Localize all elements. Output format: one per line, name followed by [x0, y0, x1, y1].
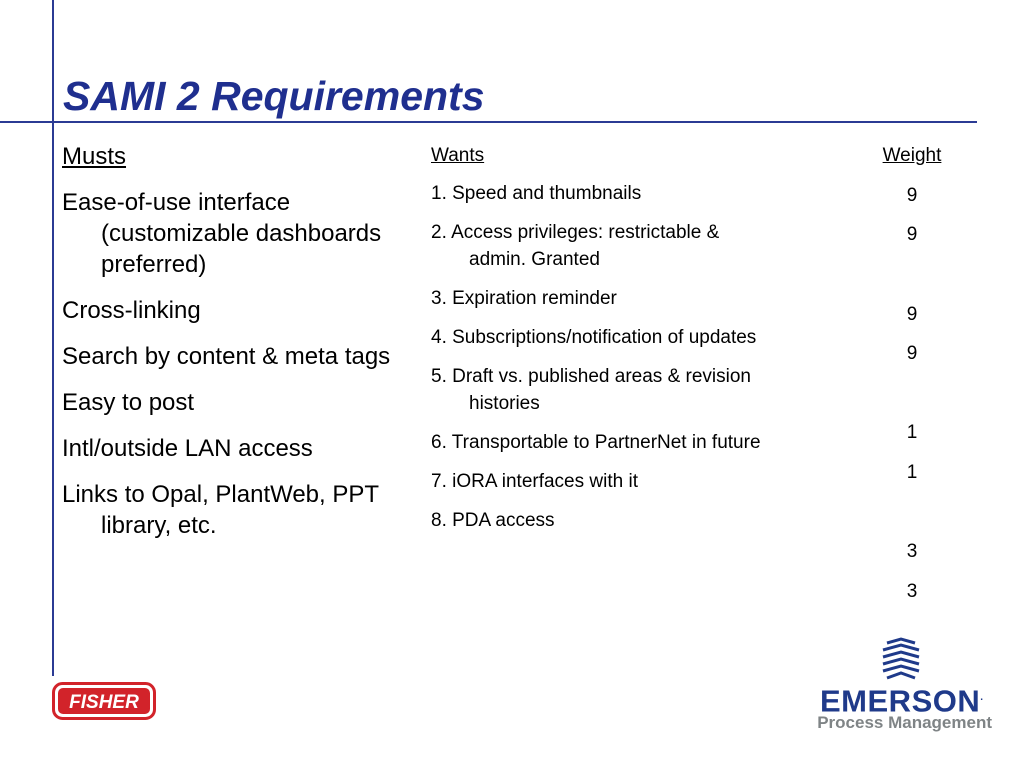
wants-item: 3. Expiration reminder	[431, 288, 617, 309]
weight-value: 9	[906, 185, 918, 206]
vertical-rule	[52, 0, 54, 676]
wants-item: 6. Transportable to PartnerNet in future	[431, 432, 761, 453]
musts-heading: Musts	[62, 143, 127, 170]
weight-value: 1	[906, 462, 918, 483]
fisher-logo-text: FISHER	[69, 692, 139, 713]
musts-item: Search by content & meta tags	[62, 343, 391, 370]
weight-heading: Weight	[882, 145, 942, 166]
wants-column	[431, 144, 776, 534]
slide-title: SAMI 2 Requirements	[63, 73, 485, 119]
musts-column	[62, 142, 407, 541]
wants-item: 2. Access privileges: restrictable & admin. Granted	[431, 222, 720, 270]
weight-value: 9	[906, 224, 918, 245]
weight-value: 1	[906, 422, 918, 443]
musts-item: Easy to post	[62, 389, 195, 416]
weight-value: 3	[906, 581, 918, 602]
weight-value: 3	[906, 541, 918, 562]
emerson-subtitle: Process Management	[817, 713, 992, 732]
emerson-trademark: .	[980, 692, 984, 703]
musts-item: Cross-linking	[62, 297, 201, 324]
weight-value: 9	[906, 343, 918, 364]
weight-value: 9	[906, 304, 918, 325]
emerson-wordmark: EMERSON	[820, 683, 981, 719]
wants-item: 4. Subscriptions/notification of updates	[431, 327, 757, 348]
weight-column	[862, 144, 962, 168]
musts-item: Ease-of-use interface (customizable dashboards preferred)	[62, 189, 382, 278]
wants-heading: Wants	[431, 145, 485, 166]
musts-item: Links to Opal, PlantWeb, PPT library, etc.	[62, 481, 379, 539]
wants-item: 5. Draft vs. published areas & revision histories	[431, 366, 751, 414]
musts-list	[62, 187, 407, 541]
wants-item: 1. Speed and thumbnails	[431, 183, 642, 204]
wants-list	[431, 180, 776, 534]
fisher-logo	[52, 682, 156, 725]
wants-item: 7. iORA interfaces with it	[431, 471, 638, 492]
musts-item: Intl/outside LAN access	[62, 435, 313, 462]
emerson-emblem-icon	[879, 637, 923, 686]
wants-item: 8. PDA access	[431, 510, 555, 531]
